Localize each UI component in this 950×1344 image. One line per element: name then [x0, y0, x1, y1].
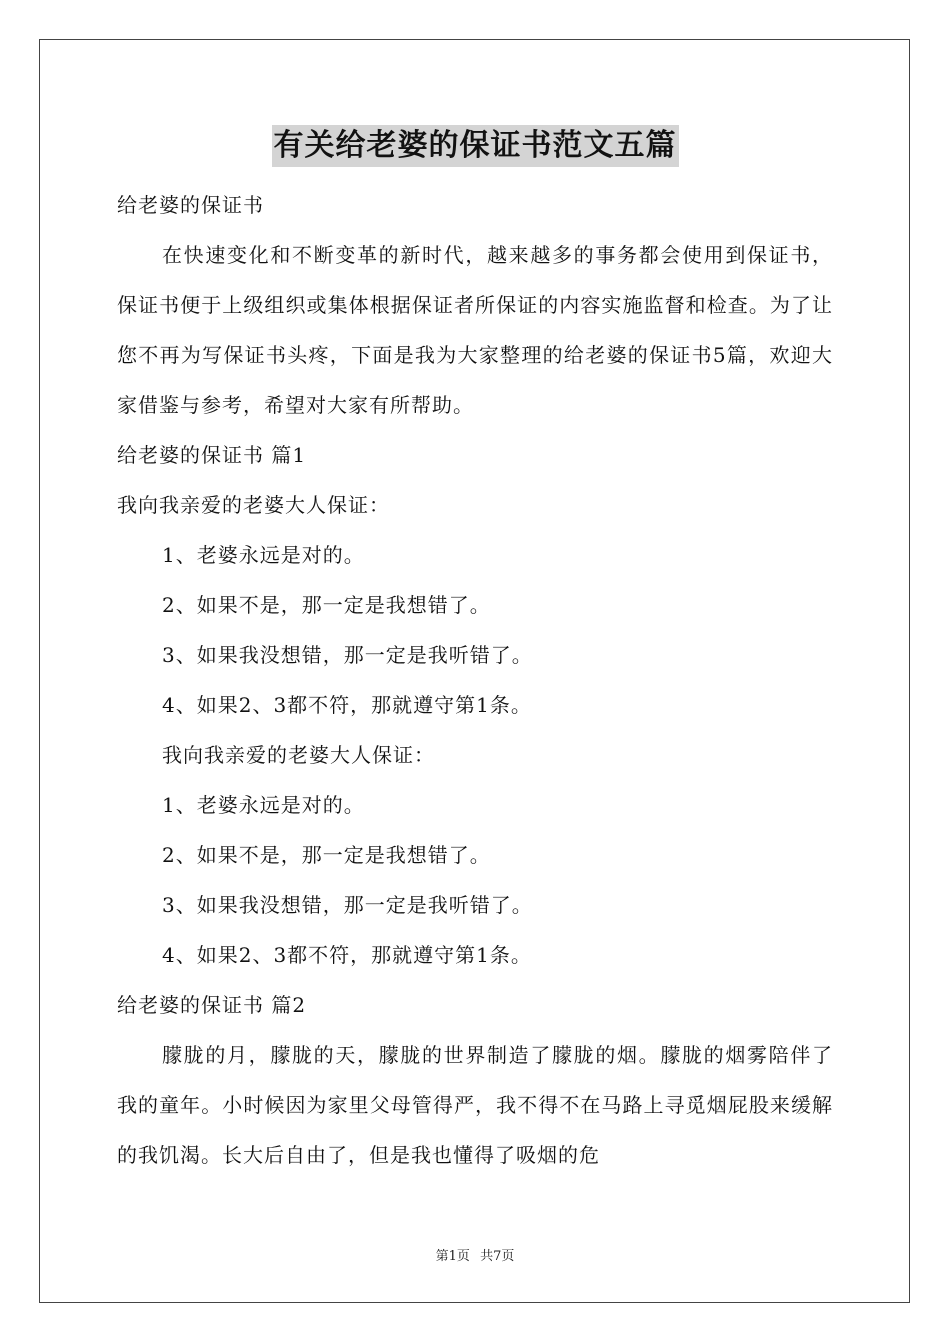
pledge-intro: 我向我亲爱的老婆大人保证： — [162, 743, 435, 767]
pledge-intro: 我向我亲爱的老婆大人保证： — [117, 493, 390, 517]
title-area — [0, 125, 950, 167]
body-paragraph: 朦胧的月，朦胧的天，朦胧的世界制造了朦胧的烟。朦胧的烟雾陪伴了我的童年。小时候因为家里父母管得严，我不得不在马路上寻觅烟屁股来缓解的我饥渴。长大后自由了，但是我也懂得了吸烟的危 — [117, 1043, 833, 1167]
section-heading: 给老婆的保证书 篇1 — [117, 443, 307, 467]
pledge-item: 1、老婆永远是对的。 — [162, 543, 365, 567]
pledge-item: 4、如果2、3都不符，那就遵守第1条。 — [162, 693, 532, 717]
pledge-item: 3、如果我没想错，那一定是我听错了。 — [162, 893, 533, 917]
pledge-item: 2、如果不是，那一定是我想错了。 — [162, 843, 491, 867]
page-number: 第1页 — [435, 1249, 470, 1264]
pledge-item: 1、老婆永远是对的。 — [162, 793, 365, 817]
intro-paragraph: 在快速变化和不断变革的新时代，越来越多的事务都会使用到保证书，保证书便于上级组织或集体根据保证者所保证的内容实施监督和检查。为了让您不再为写保证书头疼，下面是我为大家整理的给老婆的保证书5篇，欢迎大家借鉴与参考，希望对大家有所帮助。 — [117, 243, 833, 417]
section-heading: 给老婆的保证书 — [117, 193, 264, 217]
pledge-item: 4、如果2、3都不符，那就遵守第1条。 — [162, 943, 532, 967]
pledge-item: 3、如果我没想错，那一定是我听错了。 — [162, 643, 533, 667]
section-heading: 给老婆的保证书 篇2 — [117, 993, 307, 1017]
page-total: 共7页 — [480, 1249, 515, 1264]
document-title: 有关给老婆的保证书范文五篇 — [272, 125, 679, 167]
pledge-item: 2、如果不是，那一定是我想错了。 — [162, 593, 491, 617]
document-body — [117, 180, 833, 1180]
page-footer — [0, 1248, 950, 1266]
